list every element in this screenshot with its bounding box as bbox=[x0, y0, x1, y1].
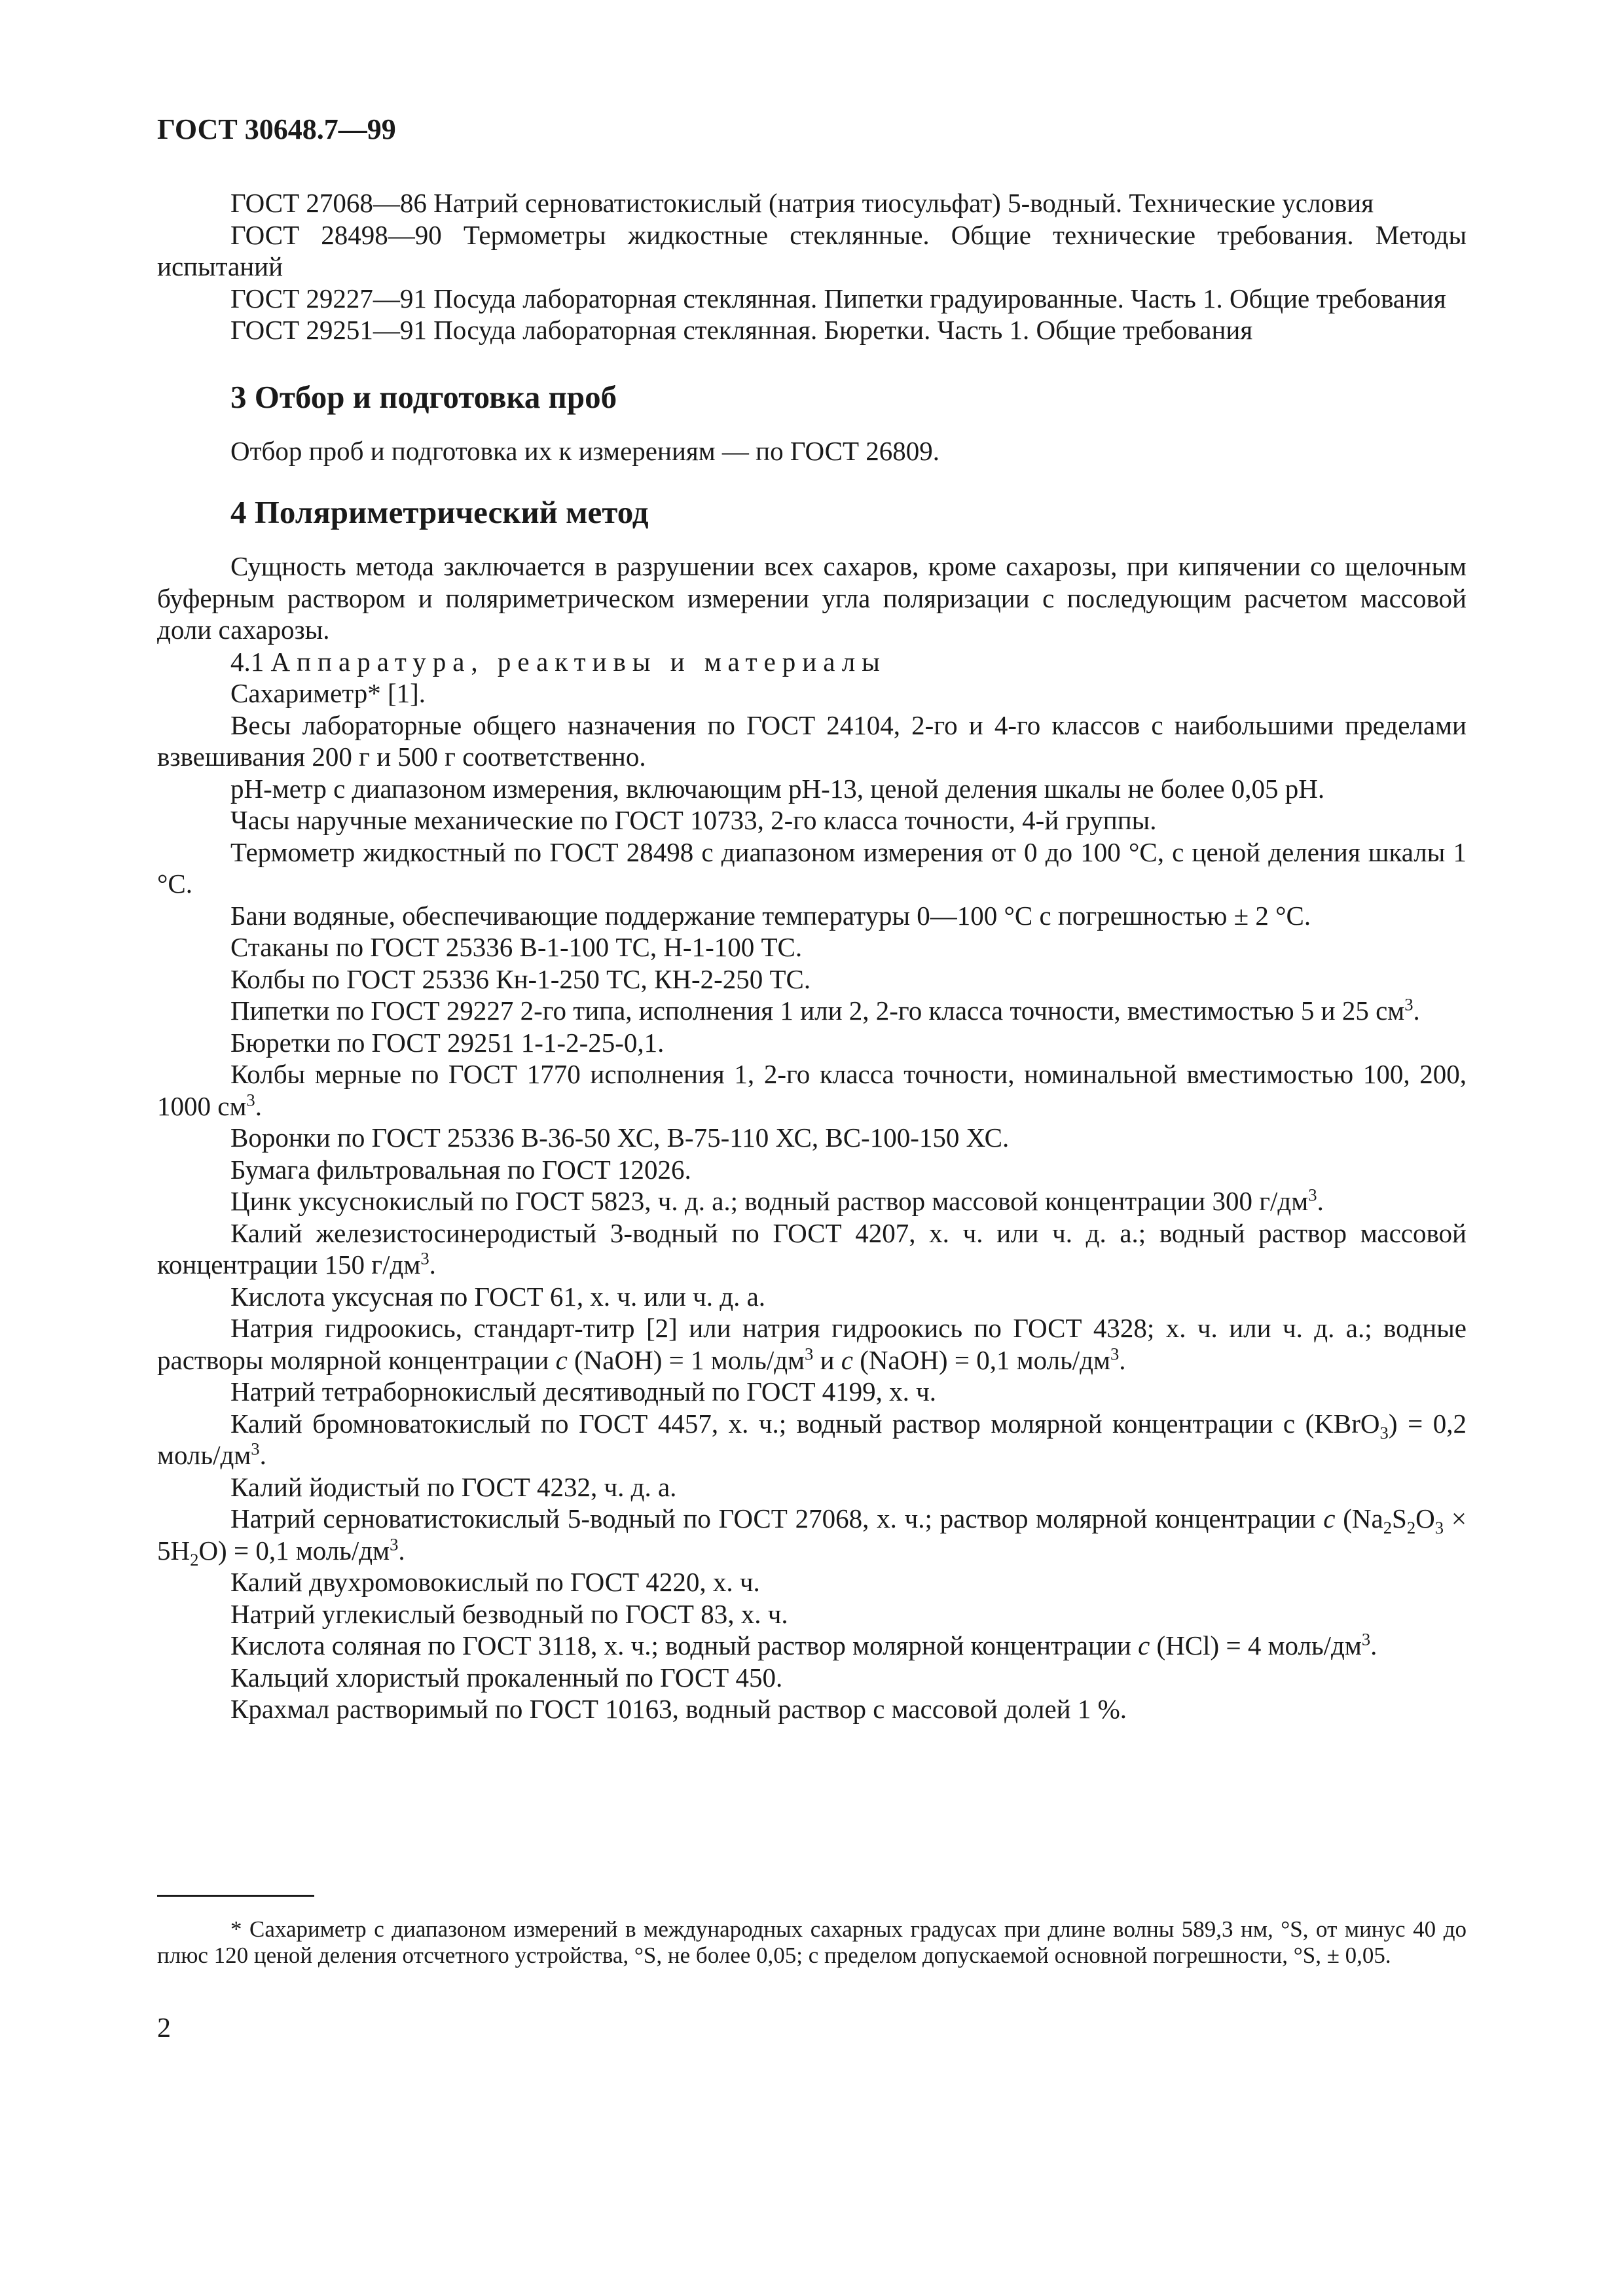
footnote bbox=[157, 1916, 1467, 1969]
superscript: 3 bbox=[1110, 1343, 1120, 1363]
item-sodium-carbonate: Натрий углекислый безводный по ГОСТ 83, х. ч. bbox=[230, 1598, 788, 1629]
item-volumetric-flasks bbox=[157, 1058, 1467, 1122]
section-3-text: Отбор проб и подготовка их к измерениям — по ГОСТ 26809. bbox=[230, 435, 940, 466]
text: (NaOH) = 1 моль/дм bbox=[567, 1344, 805, 1375]
footnote-text: * Сахариметр с диапазоном измерений в международных сахарных градусах при длине волны 589,3 нм, °S, от минус 40 до плюс 120 ценой деления отсчетного устройства, °S, не более 0,05; с пределом допускаемой основной погрешности, °S, ± 0,05. bbox=[157, 1916, 1467, 1968]
punct: . bbox=[259, 1440, 266, 1470]
item-zinc-acetate-text: Цинк уксуснокислый по ГОСТ 5823, ч. д. а.; водный раствор массовой концентрации 300 г/дм bbox=[230, 1186, 1309, 1216]
subscript: 3 bbox=[1379, 1422, 1389, 1443]
text: Натрий серноватистокислый 5-водный по ГОСТ 27068, х. ч.; раствор молярной концентрации bbox=[230, 1503, 1324, 1534]
item-hydrochloric-acid bbox=[157, 1630, 1467, 1662]
item-volumetric-flasks-text: Колбы мерные по ГОСТ 1770 исполнения 1, 2-го класса точности, номинальной вместимостью 100, 200, 1000 см bbox=[157, 1059, 1467, 1121]
item-starch: Крахмал растворимый по ГОСТ 10163, водный раствор с массовой долей 1 %. bbox=[230, 1694, 1127, 1724]
text: O) = 0,1 моль/дм bbox=[198, 1535, 390, 1566]
item-watch: Часы наручные механические по ГОСТ 10733, 2-го класса точности, 4-й группы. bbox=[230, 805, 1157, 835]
superscript: 3 bbox=[251, 1439, 260, 1459]
punct: . bbox=[1413, 996, 1420, 1026]
section-3-heading: 3 Отбор и подготовка проб bbox=[230, 378, 617, 415]
punct: . bbox=[1119, 1344, 1126, 1375]
text: Кислота соляная по ГОСТ 3118, х. ч.; водный раствор молярной концентрации bbox=[230, 1630, 1139, 1660]
item-pipettes bbox=[157, 995, 1467, 1027]
item-filter-paper: Бумага фильтровальная по ГОСТ 12026. bbox=[230, 1154, 691, 1185]
item-potassium-bromate bbox=[157, 1408, 1467, 1471]
item-potassium-ferrocyanide-text: Калий железистосинеродистый 3-водный по ГОСТ 4207, х. ч. или ч. д. а.; водный раствор массовой концентрации 150 г/дм bbox=[157, 1217, 1467, 1280]
superscript: 3 bbox=[390, 1534, 399, 1554]
punct: . bbox=[398, 1535, 405, 1566]
item-sodium-thiosulfate bbox=[157, 1503, 1467, 1570]
text: (HCl) = 4 моль/дм bbox=[1150, 1630, 1362, 1660]
item-saccharimeter: Сахариметр* [1]. bbox=[230, 678, 426, 708]
superscript: 3 bbox=[1361, 1629, 1371, 1649]
text: × 5H bbox=[157, 1503, 1467, 1566]
item-burettes: Бюретки по ГОСТ 29251 1-1-2-25-0,1. bbox=[230, 1027, 665, 1058]
punct: . bbox=[1317, 1186, 1324, 1216]
symbol-c: c bbox=[841, 1344, 853, 1375]
page-number: 2 bbox=[157, 2013, 171, 2043]
subscript: 3 bbox=[1434, 1518, 1444, 1538]
superscript: 3 bbox=[805, 1343, 814, 1363]
ref-gost-27068: ГОСТ 27068—86 Натрий серноватистокислый (натрия тиосульфат) 5-водный. Технические условия bbox=[230, 188, 1374, 218]
document-code: ГОСТ 30648.7—99 bbox=[157, 113, 396, 145]
superscript: 3 bbox=[1404, 994, 1413, 1014]
symbol-c: c bbox=[555, 1344, 568, 1375]
text: S bbox=[1392, 1503, 1407, 1534]
item-funnels: Воронки по ГОСТ 25336 В-36-50 ХС, В-75-110 ХС, ВС-100-150 ХС. bbox=[230, 1122, 1010, 1153]
text: O bbox=[1415, 1503, 1435, 1534]
punct: . bbox=[255, 1090, 262, 1121]
item-ph-meter: pH-метр с диапазоном измерения, включающим pH-13, ценой деления шкалы не более 0,05 pH. bbox=[230, 773, 1325, 804]
item-thermometer: Термометр жидкостный по ГОСТ 28498 с диапазоном измерения от 0 до 100 °С, с ценой деления шкалы 1 °С. bbox=[157, 836, 1467, 899]
item-potassium-ferrocyanide bbox=[157, 1217, 1467, 1281]
item-pipettes-text: Пипетки по ГОСТ 29227 2-го типа, исполнения 1 или 2, 2-го класса точности, вместимостью 5 и 25 см bbox=[230, 996, 1405, 1026]
subsection-4-1-heading bbox=[157, 646, 1467, 678]
item-scales: Весы лабораторные общего назначения по ГОСТ 24104, 2-го и 4-го классов с наибольшими пределами взвешивания 200 г и 500 г соответственно. bbox=[157, 709, 1467, 772]
punct: . bbox=[429, 1249, 436, 1280]
superscript: 3 bbox=[1308, 1185, 1317, 1205]
subsection-title: Аппаратура, реактивы и материалы bbox=[270, 646, 886, 677]
subscript: 2 bbox=[190, 1549, 199, 1570]
item-acetic-acid: Кислота уксусная по ГОСТ 61, х. ч. или ч. д. а. bbox=[230, 1281, 766, 1312]
text: (NaOH) = 0,1 моль/дм bbox=[853, 1344, 1110, 1375]
symbol-c: c bbox=[1323, 1503, 1336, 1534]
item-sodium-hydroxide bbox=[157, 1312, 1467, 1376]
text: (Na bbox=[1335, 1503, 1383, 1534]
subscript: 2 bbox=[1406, 1518, 1416, 1538]
ref-gost-29227: ГОСТ 29227—91 Посуда лабораторная стеклянная. Пипетки градуированные. Часть 1. Общие требования bbox=[230, 283, 1446, 314]
superscript: 3 bbox=[420, 1248, 429, 1268]
item-water-baths: Бани водяные, обеспечивающие поддержание температуры 0—100 °С с погрешностью ± 2 °С. bbox=[230, 900, 1311, 931]
item-sodium-tetraborate: Натрий тетраборнокислый десятиводный по ГОСТ 4199, х. ч. bbox=[230, 1376, 937, 1407]
text: и bbox=[813, 1344, 841, 1375]
text: Калий бромноватокислый по ГОСТ 4457, х. ч.; водный раствор молярной концентрации с (KBrO bbox=[230, 1408, 1380, 1439]
punct: . bbox=[1370, 1630, 1377, 1660]
section-4-heading: 4 Поляриметрический метод bbox=[230, 494, 649, 530]
ref-gost-28498: ГОСТ 28498—90 Термометры жидкостные стеклянные. Общие технические требования. Методы испытаний bbox=[157, 219, 1467, 281]
item-flasks: Колбы по ГОСТ 25336 Кн-1-250 ТС, КН-2-250 ТС. bbox=[230, 963, 811, 994]
item-zinc-acetate bbox=[157, 1185, 1467, 1217]
subscript: 2 bbox=[1383, 1518, 1393, 1538]
item-potassium-dichromate: Калий двухромовокислый по ГОСТ 4220, х. ч. bbox=[230, 1567, 760, 1597]
item-calcium-chloride: Кальций хлористый прокаленный по ГОСТ 450. bbox=[230, 1662, 783, 1693]
text: Натрия гидроокись, стандарт-титр [2] или натрия гидроокись по ГОСТ 4328; х. ч. или ч. д. а.; водные растворы молярной концентрации bbox=[157, 1313, 1467, 1375]
subsection-number: 4.1 bbox=[230, 646, 264, 677]
symbol-c: c bbox=[1138, 1630, 1150, 1660]
superscript: 3 bbox=[246, 1089, 255, 1109]
item-potassium-iodide: Калий йодистый по ГОСТ 4232, ч. д. а. bbox=[230, 1471, 677, 1502]
page-body bbox=[157, 187, 1467, 1725]
text: ) = 0,2 моль/дм bbox=[157, 1408, 1467, 1470]
item-beakers: Стаканы по ГОСТ 25336 В-1-100 ТС, Н-1-100 ТС. bbox=[230, 932, 803, 962]
footnote-divider bbox=[157, 1895, 314, 1897]
section-4-intro: Сущность метода заключается в разрушении всех сахаров, кроме сахарозы, при кипячении со щелочным буферным раствором и поляриметрическом измерении угла поляризации с последующим расчетом массовой доли сахарозы. bbox=[157, 551, 1467, 645]
ref-gost-29251: ГОСТ 29251—91 Посуда лабораторная стеклянная. Бюретки. Часть 1. Общие требования bbox=[230, 315, 1253, 345]
